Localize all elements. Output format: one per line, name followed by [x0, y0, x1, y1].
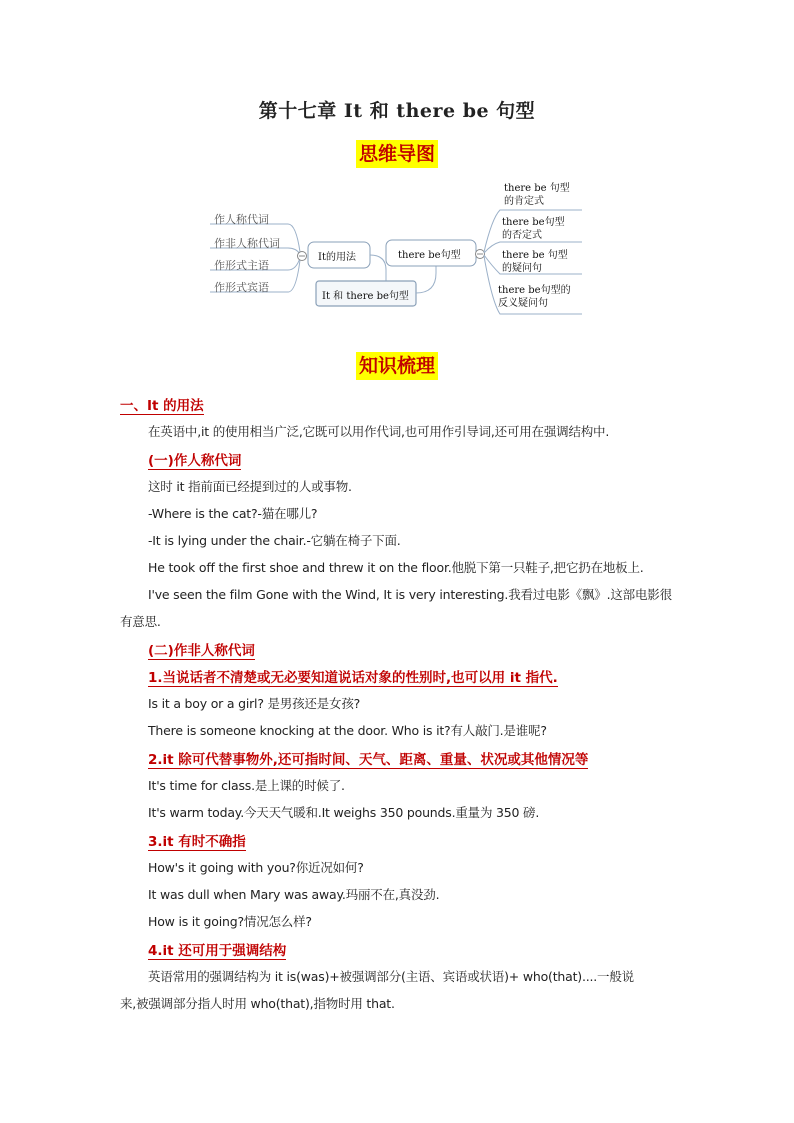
text-line: He took off the first shoe and threw it on the floor.他脱下第一只鞋子,把它扔在地板上.	[148, 560, 644, 575]
text-line: 英语常用的强调结构为 it is(was)+被强调部分(主语、宾语或状语)+ who(that)....一般说	[148, 969, 634, 984]
mindmap-right-item: there be句型 的否定式	[502, 217, 565, 241]
mind-map	[210, 178, 584, 320]
text-line: 来,被强调部分指人时用 who(that),指物时用 that.	[120, 996, 395, 1011]
text-line: How is it going?情况怎么样?	[148, 914, 312, 929]
section-intro: 在英语中,it 的使用相当广泛,它既可以用作代词,也可用作引导词,还可用在强调结构中.	[148, 424, 610, 439]
text-line: There is someone knocking at the door. Who is it?有人敲门.是谁呢?	[148, 723, 547, 738]
subsection-heading: (一)作人称代词	[148, 453, 242, 469]
knowledge-heading: 知识梳理	[356, 352, 438, 380]
subsection-heading: (二)作非人称代词	[148, 643, 255, 659]
text-line: It's warm today.今天天气暖和.It weighs 350 pounds.重量为 350 磅.	[148, 805, 540, 820]
text-line: How's it going with you?你近况如何?	[148, 860, 364, 875]
point-heading: 4.it 还可用于强调结构	[148, 943, 287, 959]
text-line: 有意思.	[120, 614, 161, 629]
knowledge-heading-wrap	[0, 352, 794, 380]
mindmap-heading-wrap	[0, 140, 794, 168]
text-line: -It is lying under the chair.-它躺在椅子下面.	[148, 533, 401, 548]
page-title: 第十七章 It 和 there be 句型	[258, 100, 536, 122]
mindmap-left-item: 作形式主语	[214, 259, 269, 272]
point-heading: 3.it 有时不确指	[148, 834, 246, 850]
text-line: It was dull when Mary was away.玛丽不在,真没劲.	[148, 887, 440, 902]
mindmap-there-be-node: there be句型	[398, 250, 461, 261]
point-heading: 2.it 除可代替事物外,还可指时间、天气、距离、重量、状况或其他情况等	[148, 752, 589, 768]
section-heading: 一、It 的用法	[120, 398, 204, 414]
mindmap-root-node: It 和 there be句型	[322, 291, 409, 302]
text-line: I've seen the film Gone with the Wind, It is very interesting.我看过电影《飘》.这部电影很	[148, 587, 672, 602]
mindmap-left-item: 作形式宾语	[214, 281, 269, 294]
mindmap-heading: 思维导图	[356, 140, 438, 168]
mindmap-right-item: there be 句型 的疑问句	[502, 250, 568, 274]
mindmap-left-item: 作非人称代词	[214, 237, 280, 250]
text-line: -Where is the cat?-猫在哪儿?	[148, 506, 318, 521]
text-line: It's time for class.是上课的时候了.	[148, 778, 345, 793]
mindmap-right-item: there be句型的 反义疑问句	[498, 285, 571, 309]
point-heading: 1.当说话者不清楚或无必要知道说话对象的性别时,也可以用 it 指代.	[148, 670, 558, 686]
text-line: Is it a boy or a girl? 是男孩还是女孩?	[148, 696, 361, 711]
mindmap-right-item: there be 句型 的肯定式	[504, 183, 570, 207]
mindmap-left-item: 作人称代词	[214, 213, 269, 226]
text-line: 这时 it 指前面已经提到过的人或事物.	[148, 479, 352, 494]
mindmap-it-node: It的用法	[318, 252, 356, 263]
